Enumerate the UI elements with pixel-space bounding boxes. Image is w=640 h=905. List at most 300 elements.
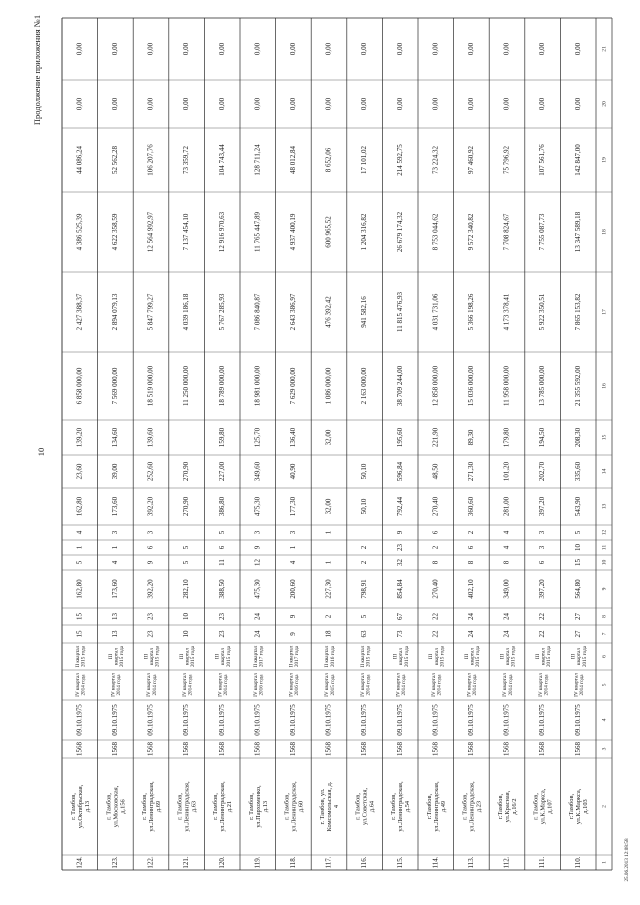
- fund-extra-1: 0,00: [324, 97, 333, 111]
- fund-extra-2: 0,00: [360, 42, 369, 56]
- fund-regional: 13 347 589,18: [573, 211, 582, 253]
- flats-municipal: 2: [467, 530, 476, 535]
- flats-municipal: 4: [75, 530, 84, 535]
- doc-date: 09.10.1975: [360, 704, 369, 736]
- plan-end: IIIквартал2015 года: [143, 645, 161, 668]
- column-number: 6: [601, 655, 608, 658]
- doc-number: 1568: [182, 742, 191, 756]
- fund-extra-1: 0,00: [217, 97, 226, 111]
- fund-extra-2: 0,00: [253, 42, 262, 56]
- residents-relocated: 22: [431, 613, 440, 620]
- fund-regional: 4 386 525,39: [75, 213, 84, 251]
- doc-number: 1568: [395, 742, 404, 756]
- address: г. Тамбов,ул.Советская,д.64: [354, 787, 376, 826]
- fund-extra-1: 0,00: [75, 97, 84, 111]
- area-relocated: 475,30: [253, 496, 262, 517]
- row-number: 124.: [75, 856, 84, 869]
- fund-extra-2: 0,00: [146, 42, 155, 56]
- fund-local: 44 086,24: [75, 146, 84, 174]
- column-number: 1: [601, 861, 608, 864]
- fund-regional: 600 965,52: [324, 216, 333, 248]
- cost-total: 11 958 000,00: [502, 366, 511, 406]
- column-number: 21: [601, 46, 608, 52]
- address: г. Тамбов,ул.Московская,д.156: [105, 785, 127, 828]
- fund-local: 128 711,24: [253, 144, 262, 176]
- flats-total: 8: [502, 560, 511, 565]
- flats-municipal: 1: [324, 530, 333, 535]
- fund-extra-1: 0,00: [573, 97, 582, 111]
- doc-number: 1568: [467, 742, 476, 756]
- plan-start: IV квартал2015 года: [324, 673, 336, 697]
- fund-extra-2: 0,00: [467, 42, 476, 56]
- residents-total: 23: [217, 630, 226, 638]
- cost-total: 7 629 000,00: [289, 367, 298, 405]
- plan-start: IV квартал2014 года: [466, 673, 479, 697]
- doc-date: 09.10.1975: [289, 704, 298, 736]
- fund-extra-1: 0,00: [395, 97, 404, 111]
- flats-total: 32: [395, 559, 404, 566]
- residents-total: 73: [395, 630, 404, 638]
- fund-federal: 5 922 350,51: [538, 293, 547, 331]
- row-number: 122.: [146, 856, 155, 869]
- area-relocated: 50,10: [360, 498, 369, 515]
- area-private: 39,00: [111, 463, 120, 480]
- area-municipal: 194,50: [538, 427, 547, 448]
- area-private: 596,84: [395, 461, 404, 482]
- area-municipal: 89,30: [467, 429, 476, 446]
- address: г. Тамбов,ул.Ленинградская,д.63: [176, 781, 198, 832]
- fund-local: 107 561,76: [538, 144, 547, 176]
- fund-local: 8 652,06: [324, 147, 333, 173]
- address: г. Тамбов,ул.Ленинградская,д.21: [212, 781, 234, 832]
- fund-extra-1: 0,00: [111, 97, 120, 111]
- flats-private: 5: [182, 545, 191, 550]
- column-number: 19: [601, 157, 608, 163]
- plan-start: IV квартал2014 года: [217, 673, 229, 697]
- flats-total: 12: [253, 559, 262, 566]
- column-number: 20: [601, 101, 608, 107]
- residents-relocated: 24: [502, 613, 511, 620]
- doc-date: 09.10.1975: [324, 704, 333, 736]
- doc-date: 09.10.1975: [146, 704, 155, 736]
- column-number: 15: [601, 434, 608, 441]
- fund-regional: 11 765 447,89: [253, 212, 262, 252]
- doc-date: 09.10.1975: [75, 704, 84, 736]
- footer-stamp: 25.06.2013 12:08:58: [624, 838, 630, 882]
- cost-total: 12 858 000,00: [431, 365, 440, 407]
- doc-date: 09.10.1975: [395, 704, 404, 736]
- area-total: 475,30: [253, 579, 262, 599]
- plan-end: II квартал2015 года: [359, 645, 372, 668]
- doc-number: 1568: [289, 742, 298, 756]
- fund-local: 106 207,76: [146, 144, 155, 176]
- area-private: 349,60: [253, 461, 262, 482]
- area-municipal: 159,80: [217, 427, 226, 448]
- row-number: 121.: [182, 856, 191, 869]
- area-relocated: 543,90: [573, 496, 582, 517]
- fund-federal: 11 815 476,93: [395, 292, 404, 332]
- area-relocated: 162,80: [75, 496, 84, 517]
- fund-regional: 9 572 340,82: [467, 213, 476, 251]
- area-relocated: 177,30: [289, 496, 298, 517]
- doc-number: 1568: [538, 742, 547, 756]
- flats-private: 10: [573, 544, 582, 551]
- cost-total: 11 250 000,00: [182, 366, 191, 406]
- plan-end: IIIквартал2015 года: [499, 645, 517, 668]
- doc-number: 1568: [360, 742, 369, 756]
- row-number: 115.: [395, 856, 404, 869]
- fund-extra-1: 0,00: [360, 97, 369, 111]
- fund-federal: 4 031 731,06: [431, 293, 440, 331]
- plan-end: IIIквартал2015 года: [535, 645, 553, 668]
- fund-local: 73 359,72: [182, 146, 191, 174]
- column-number: 17: [601, 309, 608, 315]
- plan-end: IIIквартал2015 года: [179, 645, 197, 668]
- fund-extra-2: 0,00: [538, 42, 547, 56]
- area-relocated: 281,00: [502, 496, 511, 517]
- flats-private: 4: [502, 545, 511, 550]
- fund-federal: 5 366 198,26: [467, 293, 476, 331]
- cost-total: 15 036 000,00: [467, 365, 476, 407]
- fund-regional: 1 204 316,82: [360, 213, 369, 251]
- cost-total: 18 981 000,00: [253, 365, 262, 407]
- area-municipal: 179,80: [502, 427, 511, 448]
- row-number: 113.: [467, 856, 476, 869]
- area-municipal: 139,60: [146, 427, 155, 448]
- flats-municipal: 3: [538, 530, 547, 535]
- doc-number: 1568: [324, 742, 333, 756]
- residents-total: 10: [182, 630, 191, 638]
- doc-date: 09.10.1975: [431, 704, 440, 736]
- flats-private: 1: [111, 545, 120, 550]
- plan-end: II квартал2017 года: [253, 645, 265, 668]
- cost-total: 7 569 000,00: [111, 367, 120, 405]
- plan-start: IV квартал2016 года: [288, 673, 301, 697]
- flats-private: 1: [289, 545, 298, 550]
- area-municipal: 221,90: [431, 427, 440, 448]
- column-number: 12: [601, 529, 608, 536]
- row-number: 111.: [538, 856, 547, 869]
- fund-federal: 5 767 285,93: [217, 293, 226, 331]
- flats-total: 5: [182, 560, 191, 565]
- row-number: 123.: [111, 856, 120, 869]
- flats-private: 23: [395, 544, 404, 551]
- residents-relocated: 23: [146, 613, 155, 620]
- flats-total: 2: [360, 560, 369, 565]
- area-municipal: 208,30: [573, 427, 582, 448]
- area-total: 162,80: [75, 579, 84, 599]
- fund-extra-2: 0,00: [395, 42, 404, 56]
- area-private: 23,60: [75, 463, 84, 480]
- address: г. Тамбов,ул.Ленинградская,д.23: [461, 781, 483, 832]
- area-relocated: 397,20: [538, 496, 547, 517]
- plan-end: IIIквартал2015 года: [570, 645, 588, 668]
- row-number: 120.: [217, 856, 226, 869]
- doc-date: 09.10.1975: [467, 704, 476, 736]
- area-private: 101,20: [502, 461, 511, 482]
- fund-regional: 4 937 400,19: [289, 213, 298, 251]
- cost-total: 13 785 000,00: [538, 365, 547, 407]
- flats-total: 4: [289, 560, 298, 565]
- plan-end: II квартал2017 года: [288, 645, 301, 668]
- plan-start: IV квартал2014 года: [75, 673, 87, 697]
- flats-total: 15: [573, 559, 582, 566]
- column-number: 5: [601, 683, 608, 687]
- plan-start: IV квартал2014 года: [395, 673, 407, 697]
- plan-start: IV квартал2014 года: [431, 673, 443, 697]
- plan-end: IIIквартал2015 года: [392, 645, 410, 668]
- residents-total: 63: [360, 630, 369, 638]
- fund-regional: 12 564 992,97: [146, 211, 155, 253]
- fund-extra-2: 0,00: [573, 42, 582, 56]
- residents-relocated: 23: [217, 613, 226, 620]
- plan-end: II квартал2016 года: [324, 645, 336, 668]
- area-municipal: 134,60: [111, 427, 120, 448]
- fund-local: 97 460,92: [467, 146, 476, 174]
- plan-start: IV квартал2014 года: [359, 673, 372, 697]
- fund-extra-1: 0,00: [502, 97, 511, 111]
- row-number: 112.: [502, 856, 511, 869]
- fund-local: 104 743,44: [217, 144, 226, 176]
- area-municipal: 139,20: [75, 427, 84, 448]
- flats-municipal: 6: [431, 530, 440, 535]
- area-private: 335,60: [573, 461, 582, 482]
- address: г. Тамбов,ул.Октябрьская,д.13: [69, 784, 91, 829]
- doc-date: 09.10.1975: [538, 704, 547, 736]
- address: г. Тамбов,ул.Ленинградская,д.69: [141, 781, 162, 832]
- flats-private: 2: [431, 545, 440, 550]
- fund-regional: 26 679 174,32: [395, 211, 404, 253]
- plan-start: IV квартал2014 года: [181, 673, 194, 697]
- residents-relocated: 10: [182, 613, 191, 620]
- area-private: 40,90: [289, 463, 298, 480]
- flats-total: 4: [111, 560, 120, 565]
- fund-extra-2: 0,00: [289, 42, 298, 56]
- row-number: 110.: [573, 856, 582, 869]
- plan-end: IIIквартал2015 года: [214, 645, 232, 668]
- area-total: 392,20: [146, 579, 155, 599]
- residents-relocated: 27: [573, 613, 582, 620]
- doc-date: 09.10.1975: [217, 704, 226, 736]
- cost-total: 21 355 592,00: [573, 365, 582, 407]
- fund-regional: 4 622 358,59: [111, 213, 120, 251]
- residents-total: 24: [502, 630, 511, 638]
- flats-total: 1: [324, 560, 333, 565]
- address: г.Тамбов,ул.Ленинградская,д.49: [425, 781, 447, 832]
- address: г. Тамбов,ул.Ленинградская,д.60: [283, 781, 305, 832]
- fund-regional: 7 137 454,10: [182, 213, 191, 251]
- area-private: 271,30: [467, 461, 476, 482]
- column-number: 4: [601, 718, 608, 722]
- area-municipal: 32,00: [324, 429, 333, 446]
- residents-relocated: 15: [75, 613, 84, 620]
- row-number: 118.: [289, 856, 298, 869]
- cost-total: 38 709 244,00: [395, 365, 404, 407]
- area-total: 173,60: [111, 579, 120, 599]
- address: г.Тамбов,ул.К.Маркса,д.103: [568, 788, 590, 825]
- doc-number: 1568: [431, 742, 440, 756]
- address: г. Тамбов,ул.Ленинградская,д.54: [390, 781, 412, 832]
- plan-end: II квартал2015 года: [75, 645, 87, 668]
- fund-federal: 7 865 153,82: [573, 293, 582, 331]
- plan-start: IV квартал2014 года: [502, 673, 514, 697]
- fund-federal: 476 392,42: [324, 296, 333, 328]
- fund-extra-2: 0,00: [502, 42, 511, 56]
- column-number: 16: [601, 383, 608, 389]
- column-number: 8: [601, 615, 608, 618]
- cost-total: 18 789 000,00: [217, 365, 226, 407]
- residents-relocated: 67: [395, 613, 404, 620]
- area-private: 50,10: [360, 463, 369, 480]
- fund-federal: 4 173 378,41: [502, 293, 511, 331]
- doc-date: 09.10.1975: [253, 704, 262, 736]
- column-number: 13: [601, 503, 608, 510]
- fund-federal: 2 643 386,97: [289, 293, 298, 331]
- flats-municipal: 5: [217, 530, 226, 535]
- doc-date: 09.10.1975: [182, 704, 191, 736]
- plan-end: IIIквартал2015 года: [107, 645, 125, 668]
- fund-extra-1: 0,00: [182, 97, 191, 111]
- area-relocated: 173,60: [111, 496, 120, 517]
- column-number: 9: [601, 587, 608, 591]
- row-number: 116.: [360, 856, 369, 869]
- column-number: 7: [601, 632, 608, 636]
- area-total: 798,91: [360, 579, 369, 599]
- doc-number: 1568: [502, 742, 511, 756]
- flats-private: 3: [538, 545, 547, 550]
- column-number: 11: [601, 544, 608, 551]
- flats-total: 8: [467, 560, 476, 565]
- residents-total: 23: [146, 630, 155, 638]
- cost-total: 2 163 000,00: [360, 367, 369, 405]
- area-relocated: 32,00: [324, 498, 333, 515]
- fund-regional: 12 916 970,63: [217, 211, 226, 253]
- fund-extra-2: 0,00: [75, 42, 84, 56]
- flats-total: 6: [538, 560, 547, 565]
- flats-private: 2: [360, 545, 369, 550]
- cost-total: 1 086 000,00: [324, 367, 333, 405]
- area-total: 564,80: [573, 579, 582, 599]
- plan-end: IIIквартал2015 года: [428, 645, 446, 668]
- fund-extra-1: 0,00: [289, 97, 298, 111]
- doc-number: 1568: [75, 742, 84, 756]
- doc-number: 1568: [573, 742, 582, 756]
- flats-municipal: 3: [289, 530, 298, 535]
- residents-relocated: 13: [111, 613, 120, 620]
- flats-municipal: 3: [146, 530, 155, 535]
- area-total: 270,40: [431, 579, 440, 599]
- fund-extra-2: 0,00: [111, 42, 120, 56]
- row-number: 119.: [253, 856, 262, 869]
- fund-federal: 4 039 186,18: [182, 293, 191, 331]
- flats-private: 1: [75, 545, 84, 550]
- plan-start: IV квартал2014 года: [537, 673, 550, 697]
- fund-extra-1: 0,00: [467, 97, 476, 111]
- area-relocated: 792,44: [395, 496, 404, 517]
- residents-relocated: 22: [538, 613, 547, 620]
- residents-total: 15: [75, 630, 84, 638]
- address: г. Тамбов, ул.Комсомольская, д.4: [319, 781, 340, 832]
- fund-local: 214 592,75: [395, 144, 404, 176]
- doc-number: 1568: [111, 742, 120, 756]
- fund-local: 142 847,00: [573, 144, 582, 176]
- residents-relocated: 9: [289, 614, 298, 619]
- fund-federal: 2 894 079,13: [111, 293, 120, 331]
- address: г.Тамбов,ул.Красная,д.16/2: [497, 790, 518, 823]
- area-private: 252,60: [146, 461, 155, 482]
- fund-federal: 5 847 799,27: [146, 293, 155, 331]
- residents-relocated: 5: [360, 614, 369, 619]
- fund-local: 75 796,92: [502, 146, 511, 174]
- fund-federal: 941 582,16: [360, 296, 369, 328]
- flats-private: 6: [467, 545, 476, 550]
- plan-start: IV квартал2014 года: [573, 673, 585, 697]
- fund-local: 52 562,28: [111, 146, 120, 174]
- area-private: 227,00: [217, 461, 226, 482]
- area-municipal: 125,70: [253, 427, 262, 448]
- fund-extra-2: 0,00: [431, 42, 440, 56]
- fund-local: 48 012,84: [289, 146, 298, 174]
- fund-local: 73 224,32: [431, 146, 440, 174]
- flats-total: 8: [431, 560, 440, 565]
- area-private: 270,90: [182, 461, 191, 482]
- residents-total: 27: [573, 630, 582, 638]
- area-relocated: 270,90: [182, 496, 191, 517]
- flats-private: 9: [253, 545, 262, 550]
- fund-extra-1: 0,00: [431, 97, 440, 111]
- residents-total: 22: [538, 630, 547, 638]
- residents-total: 22: [431, 630, 440, 638]
- residents-relocated: 24: [253, 613, 262, 620]
- area-total: 282,10: [182, 579, 191, 599]
- flats-total: 11: [217, 559, 226, 566]
- column-number: 10: [601, 559, 608, 566]
- fund-federal: 2 427 388,37: [75, 293, 84, 331]
- flats-private: 6: [217, 545, 226, 550]
- area-relocated: 270,40: [431, 496, 440, 517]
- doc-date: 09.10.1975: [502, 704, 511, 736]
- area-municipal: 136,40: [289, 427, 298, 448]
- row-number: 114.: [431, 856, 440, 869]
- flats-private: 6: [146, 545, 155, 550]
- address: г. Тамбов,ул.Пархоменко,д.13: [247, 785, 269, 828]
- fund-extra-2: 0,00: [217, 42, 226, 56]
- residents-total: 24: [253, 630, 262, 638]
- fund-extra-1: 0,00: [146, 97, 155, 111]
- doc-number: 1568: [217, 742, 226, 756]
- plan-start: IV квартал2014 года: [110, 673, 123, 697]
- area-total: 349,00: [502, 579, 511, 599]
- fund-regional: 7 755 087,73: [538, 213, 547, 251]
- plan-start: IV квартал2016 года: [253, 673, 265, 697]
- area-total: 402,10: [467, 579, 476, 599]
- fund-regional: 7 708 824,67: [502, 213, 511, 251]
- area-total: 388,50: [217, 579, 226, 599]
- plan-end: IIIквартал2015 года: [463, 645, 481, 668]
- residents-total: 9: [289, 632, 298, 636]
- area-total: 200,60: [289, 579, 298, 599]
- area-private: 48,50: [431, 463, 440, 480]
- column-number: 3: [601, 747, 608, 751]
- flats-municipal: 9: [395, 530, 404, 535]
- area-total: 397,20: [538, 579, 547, 599]
- flats-municipal: 3: [253, 530, 262, 535]
- flats-municipal: 5: [573, 530, 582, 535]
- appendix-label: Продолжение приложения №1: [32, 14, 42, 126]
- fund-federal: 7 086 840,87: [253, 293, 262, 331]
- page-number: 10: [36, 447, 46, 457]
- plan-start: IV квартал2014 года: [146, 673, 158, 697]
